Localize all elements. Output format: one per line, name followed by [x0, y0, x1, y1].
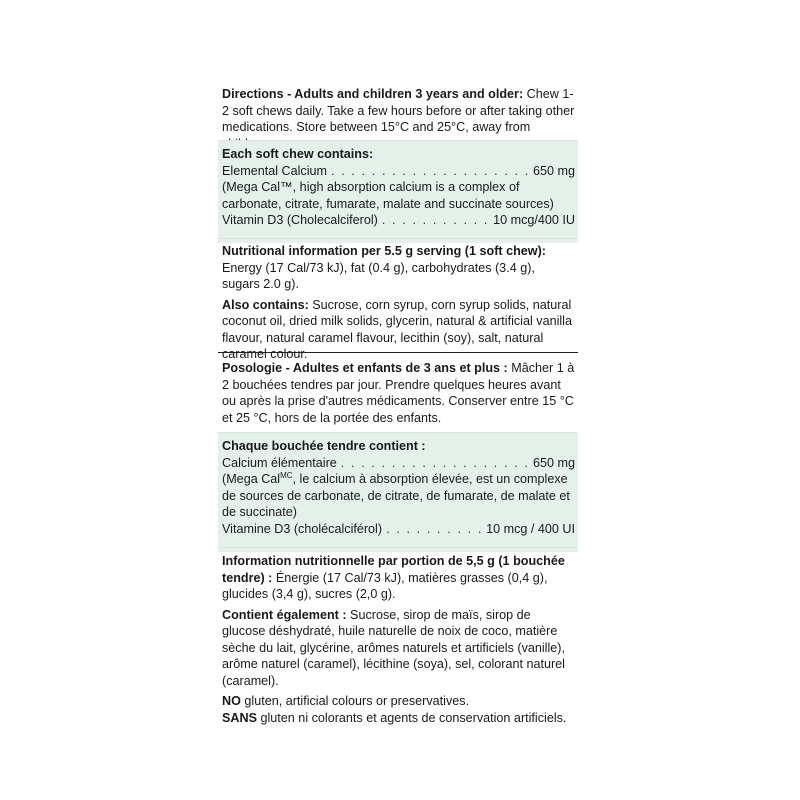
contains-box-fr	[218, 433, 578, 552]
vitd-row-fr: Vitamine D3 (cholécalciférol) . . . 10 mcg / 400 UI	[222, 521, 575, 538]
contains-heading-en: Each soft chew contains:	[222, 147, 374, 161]
directions-text-fr: Mâcher 1 à 2 bouchées tendres par jour. Prendre quelques heures avant ou après la prise d'autres médicaments. Conserver entre 15 °C et 25 °C, hors de la portée des enfants.	[222, 361, 575, 425]
directions-heading-en: Directions - Adults and children 3 years and older:	[222, 87, 524, 101]
vitd-row-en: Vitamin D3 (Cholecalciferol) . . . 10 mcg/400 IU	[222, 212, 575, 229]
vitd-value-fr: 10 mcg / 400 UI	[486, 521, 575, 536]
calcium-note-en: (Mega Cal™, high absorption calcium is a complex of carbonate, citrate, fumarate, malate and succinate sources)	[222, 180, 554, 211]
calcium-note-fr: (Mega Cal$^{MC}$, le calcium à absorption élevée, est un complexe de sources de carbonate, de citrate, de fumarate, de malate et de succinate)	[222, 470, 570, 519]
calcium-value-fr: 650 mg	[532, 455, 575, 470]
nutrition-en: Nutritional information per 5.5 g serving (1 soft chew): Energy (17 Cal/73 kJ), fat (0.4 g), carbohydrates (3.4 g), sugars 2.0 g). Also contains: Sucrose, corn syrup, corn syrup solids, natural coconut oil, dried milk solids, glycerin, natural & artificial vanilla flavour, natural caramel flavour, lecithin (soy), salt, natural caramel colour.	[222, 244, 572, 361]
directions-fr	[218, 360, 578, 426]
also-heading-en: Also contains:	[222, 297, 309, 312]
nutrition-heading-en: Nutritional information per 5.5 g serving (1 soft chew):	[222, 244, 546, 258]
contains-box-en	[218, 141, 578, 243]
nutrition-heading-fr: Information nutritionnelle par portion de 5,5 g (1 bouchée tendre) :	[222, 554, 565, 585]
also-heading-fr: Contient également :	[222, 607, 347, 622]
french-section	[218, 360, 578, 426]
calcium-row-fr: Calcium élémentaire . . . 650 mg	[222, 455, 575, 472]
sans-gluten-fr: SANS gluten ni colorants et agents de conservation artificiels.	[222, 710, 567, 725]
directions-text-en: Chew 1-2 soft chews daily. Take a few hours before or after taking other medications. Store between 15°C and 25°C, away from	[222, 87, 575, 134]
no-gluten-en: NO gluten, artificial colours or preservatives.	[222, 694, 470, 708]
nutrition-fr: Information nutritionnelle par portion de 5,5 g (1 bouchée tendre) : Énergie (17 Cal/73 kJ), matières grasses (0,4 g), glucides (3,4 g), sucres (2,0 g). Contient également : Sucrose, sirop de maïs, sirop de glucose déshydraté, huile naturelle de noix de coco, matière sèche du lait, glycérine, arômes naturels et artificiels (vanille), arôme naturel (caramel), lécithine (soya), sel, colorant naturel (caramel). NO gluten, artificial colours or preservatives. SANS gluten ni colorants et agents de conservation artificiels.	[218, 553, 578, 726]
vitd-value-en: 10 mcg/400 IU	[493, 213, 575, 227]
section-divider	[218, 352, 578, 353]
calcium-row-en: Elemental Calcium . . . 650 mg	[222, 163, 575, 180]
calcium-value-en: 650 mg	[532, 163, 575, 178]
contains-heading-fr: Chaque bouchée tendre contient :	[222, 439, 426, 453]
directions-heading-fr: Posologie - Adultes et enfants de 3 ans et plus :	[222, 361, 508, 375]
